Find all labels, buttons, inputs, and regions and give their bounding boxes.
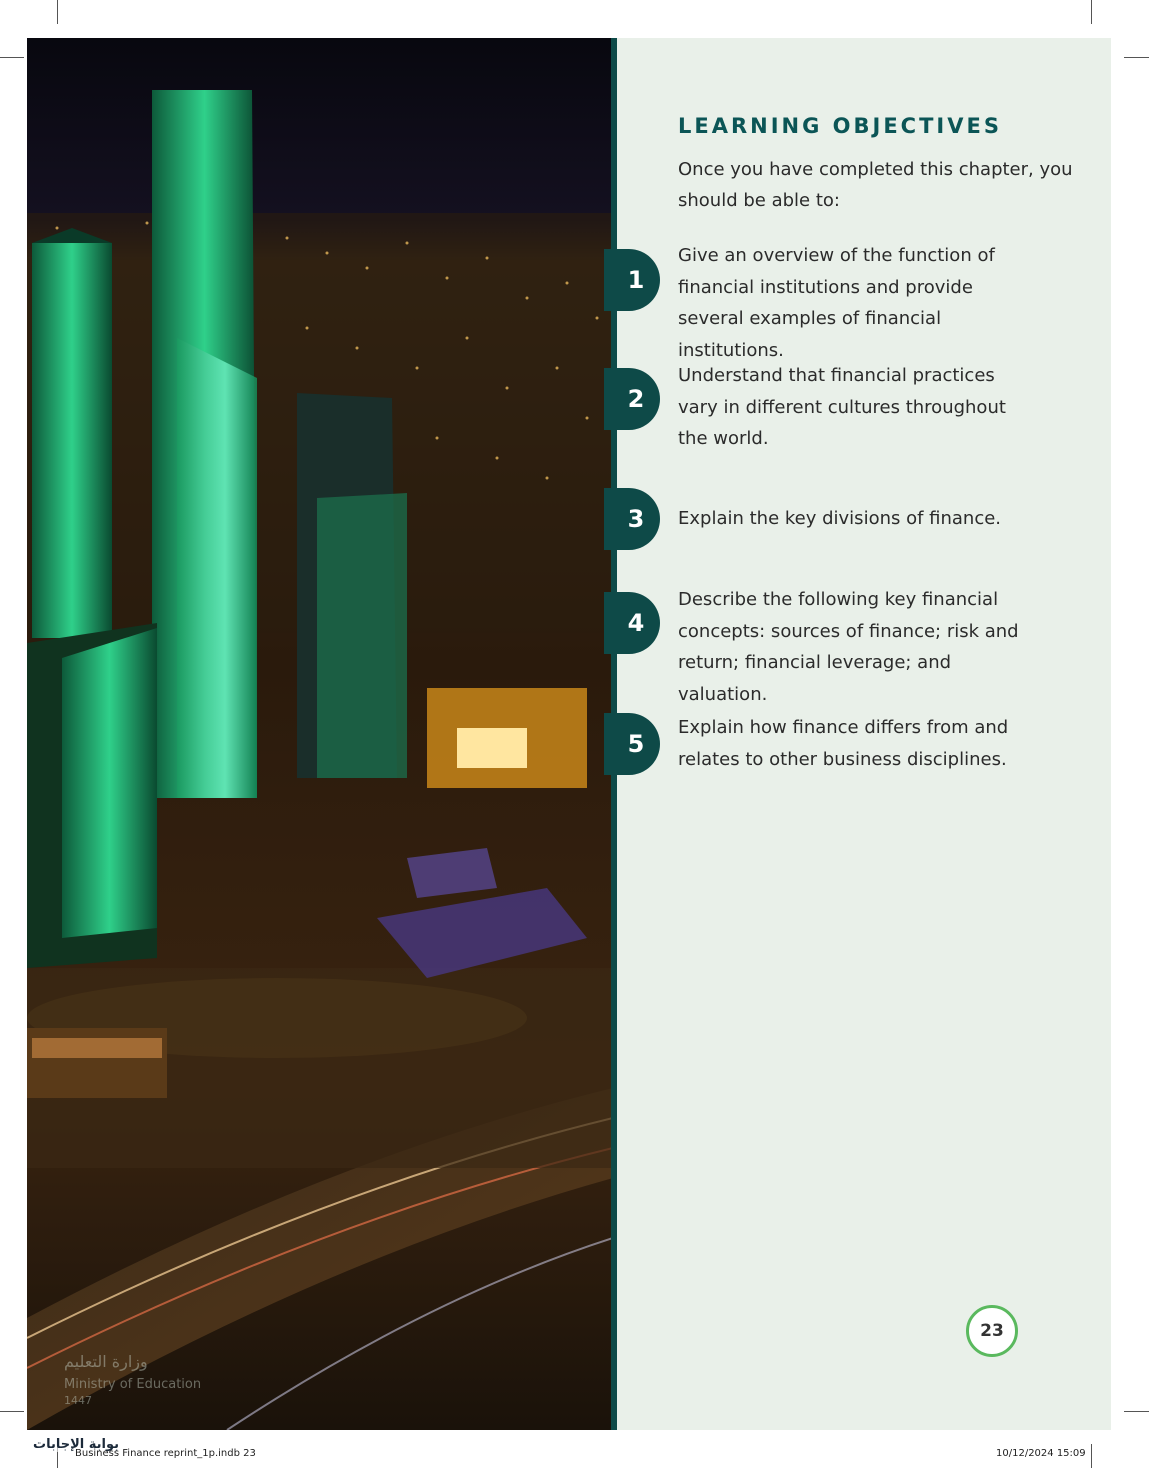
site-logo: بوابة الإجابات <box>33 1437 119 1452</box>
objective-text: Describe the following key financial concepts: sources of finance; risk and return; financial leverage; and valuation. <box>678 589 1019 705</box>
objective-number-badge: 3 <box>604 488 660 550</box>
city-skyline-photo <box>27 38 613 1430</box>
objective-number-badge: 5 <box>604 713 660 775</box>
objective-text: Explain the key divisions of finance. <box>678 508 1002 529</box>
footer-timestamp: 10/12/2024 15:09 <box>996 1448 1086 1459</box>
section-heading: LEARNING OBJECTIVES <box>678 114 1002 138</box>
crop-mark <box>0 1411 24 1412</box>
watermark-year: 1447 <box>64 1394 92 1407</box>
intro-text: Once you have completed this chapter, you should be able to: <box>678 159 1073 211</box>
crop-mark <box>0 57 24 58</box>
watermark-arabic: وزارة التعليم <box>64 1352 148 1371</box>
watermark-ministry: Ministry of Education <box>64 1377 202 1392</box>
crop-mark <box>1124 57 1149 58</box>
objective-number-badge: 1 <box>604 249 660 311</box>
objective-number-badge: 2 <box>604 368 660 430</box>
page-number: 23 <box>966 1305 1018 1357</box>
crop-mark <box>1091 1444 1092 1468</box>
crop-mark <box>1124 1411 1149 1412</box>
objective-text: Understand that financial practices vary in different cultures throughout the world. <box>678 365 1006 449</box>
footer-file-info: Business Finance reprint_1p.indb 23 <box>75 1448 256 1459</box>
objective-text: Explain how finance differs from and relates to other business disciplines. <box>678 717 1009 770</box>
objective-number-badge: 4 <box>604 592 660 654</box>
crop-mark <box>1091 0 1092 24</box>
crop-mark <box>57 0 58 24</box>
objective-text: Give an overview of the function of financial institutions and provide several examples of financial institutions. <box>678 245 995 361</box>
